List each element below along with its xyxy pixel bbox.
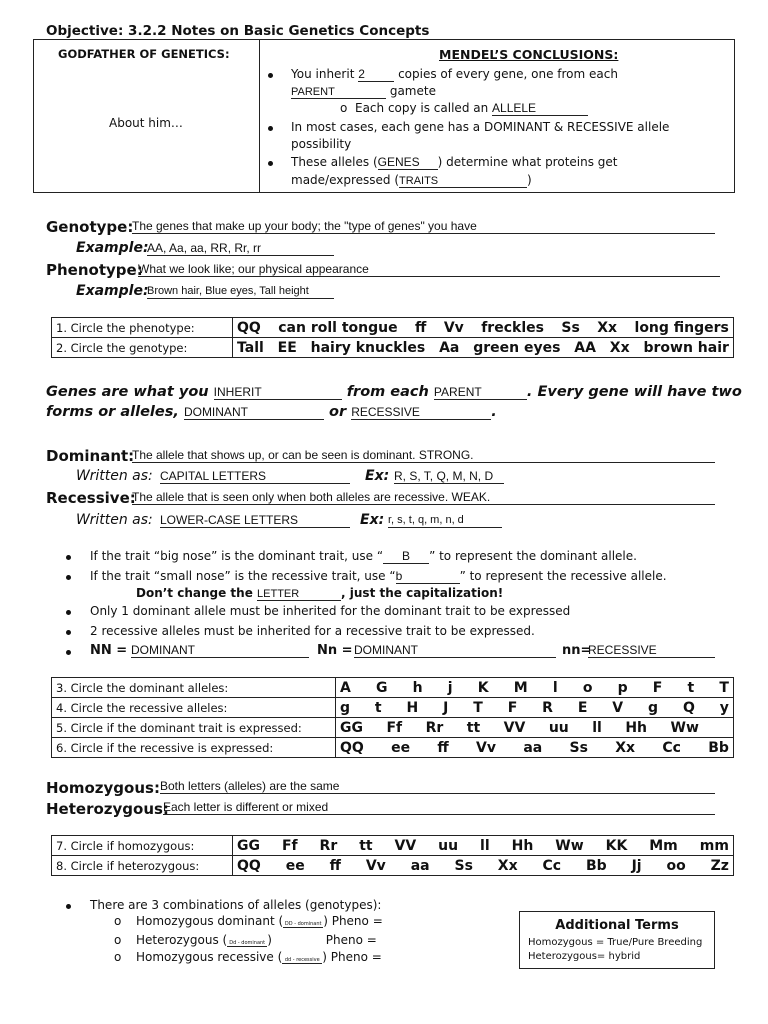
combinations-intro: There are 3 combinations of alleles (genotypes): [90, 898, 382, 912]
choice[interactable]: ee [285, 857, 305, 874]
choice[interactable]: Bb [585, 857, 607, 874]
choice[interactable]: AA [574, 339, 596, 356]
mendel-heading: MENDEL’S CONCLUSIONS: [439, 47, 619, 62]
recessive-written-label: Written as: [76, 512, 153, 528]
genotype-term: Genotype: [46, 218, 134, 236]
genes-sentence-line1: Genes are what you INHERIT from each PARENT . Every gene will have two [46, 384, 742, 400]
choice[interactable]: green eyes [473, 339, 561, 356]
choice[interactable]: E [577, 699, 588, 716]
choice[interactable]: Ff [386, 719, 403, 736]
choice[interactable]: VV [503, 719, 526, 736]
choice[interactable]: Xx [615, 739, 636, 756]
choice[interactable]: t [374, 699, 382, 716]
choice[interactable]: can roll tongue [278, 319, 398, 336]
choice[interactable]: R [542, 699, 553, 716]
choice[interactable]: y [719, 699, 729, 716]
heterozygous-term: Heterozygous: [46, 800, 169, 818]
genotype-definition: The genes that make up your body; the "type of genes" you have [132, 219, 715, 234]
choice[interactable]: tt [359, 837, 373, 854]
nn-recessive: RECESSIVE [588, 643, 715, 658]
choice[interactable]: QQ [340, 739, 364, 756]
choice[interactable]: ee [391, 739, 411, 756]
choice[interactable]: ff [437, 739, 449, 756]
answer-copies: 2 [358, 67, 394, 82]
choice[interactable]: K [477, 679, 489, 696]
combo-heterozygous: Heterozygous ( Dd - dominant ) Pheno = [136, 933, 377, 947]
choice[interactable]: Tall [237, 339, 264, 356]
homozygous-term: Homozygous: [46, 779, 160, 797]
answer-Dd: Dd - dominant [227, 940, 267, 947]
choice[interactable]: uu [548, 719, 569, 736]
q7-label: 7. Circle if homozygous: [52, 836, 233, 856]
choice[interactable]: Xx [597, 319, 618, 336]
bullet-one-dominant: Only 1 dominant allele must be inherited for the dominant trait to be expressed [90, 604, 571, 618]
choice[interactable]: Ss [454, 857, 473, 874]
answer-DD: DD - dominant [284, 921, 322, 927]
dominant-recessive-note: In most cases, each gene has a DOMINANT & RECESSIVE allele [291, 120, 670, 134]
combo-homozygous-recessive: Homozygous recessive ( dd - recessive ) Pheno = [136, 950, 382, 964]
answer-inherit: INHERIT [214, 385, 342, 400]
choice[interactable]: GG [237, 837, 260, 854]
answer-traits: TRAITS [399, 175, 527, 188]
recessive-written: LOWER-CASE LETTERS [160, 513, 350, 528]
choice[interactable]: F [652, 679, 663, 696]
choice[interactable]: QQ [237, 319, 261, 336]
q4-label: 4. Circle the recessive alleles: [52, 698, 336, 718]
q4-items [340, 700, 729, 716]
choice[interactable]: M [513, 679, 528, 696]
table-alleles [51, 677, 734, 758]
choice[interactable]: aa [410, 857, 430, 874]
dominant-term: Dominant: [46, 447, 135, 465]
q7-items [237, 838, 729, 854]
choice[interactable]: Q [682, 699, 695, 716]
choice[interactable]: EE [277, 339, 297, 356]
choice[interactable]: Vv [443, 319, 464, 336]
q1-items [237, 320, 729, 336]
recessive-ex: r, s, t, q, m, n, d [388, 513, 502, 528]
choice[interactable]: brown hair [643, 339, 729, 356]
choice[interactable]: T [473, 699, 483, 716]
choice[interactable]: Ww [670, 719, 699, 736]
choice[interactable]: l [552, 679, 558, 696]
choice[interactable]: Ff [281, 837, 298, 854]
answer-genes: GENES [378, 155, 438, 170]
phenotype-example-label: Example: [76, 283, 149, 299]
nn-dominant-label: NN = [90, 643, 128, 658]
q6-items [340, 740, 729, 756]
choice[interactable]: ff [329, 857, 341, 874]
choice[interactable]: Cc [542, 857, 562, 874]
choice[interactable]: ll [480, 837, 490, 854]
q8-items [237, 858, 729, 874]
dominant-ex: R, S, T, Q, M, N, D [394, 469, 504, 484]
choice[interactable]: Mm [649, 837, 678, 854]
choice[interactable]: GG [340, 719, 363, 736]
table-zygosity [51, 835, 734, 876]
choice[interactable]: A [340, 679, 351, 696]
genotype-example-label: Example: [76, 240, 149, 256]
choice[interactable]: Aa [439, 339, 460, 356]
about-him: About him… [109, 116, 183, 130]
choice[interactable]: aa [523, 739, 543, 756]
top-box: GODFATHER OF GENETICS: About him… MENDEL’S CONCLUSIONS: You inherit 2 copies of every gene, one from each PARENT gamete o Each copy is called an ALLELE In most cases, each gene has a DOMINANT & RECESSIVE allele possibility These alleles (GENES ) determine what proteins get made/expressed (TRAITS ) [33, 39, 735, 193]
choice[interactable]: j [447, 679, 453, 696]
q3-label: 3. Circle the dominant alleles: [52, 678, 336, 698]
choice[interactable]: V [612, 699, 624, 716]
q5-label: 5. Circle if the dominant trait is expressed: [52, 718, 336, 738]
dominant-written-label: Written as: [76, 468, 153, 484]
phenotype-term: Phenotype: [46, 261, 143, 279]
q5-items [340, 720, 729, 736]
answer-parent: PARENT [291, 86, 386, 99]
phenotype-example: Brown hair, Blue eyes, Tall height [147, 284, 334, 299]
bullet-two-recessive: 2 recessive alleles must be inherited for a recessive trait to be expressed. [90, 624, 535, 638]
choice[interactable]: Vv [365, 857, 386, 874]
additional-term-homozygous: Homozygous = True/Pure Breeding [528, 937, 703, 948]
nn-recessive-label: nn= [562, 643, 592, 658]
godfather-heading: GODFATHER OF GENETICS: [58, 47, 230, 61]
bullet-big-nose: If the trait “big nose” is the dominant trait, use “ B ” to represent the dominant allele. [90, 549, 637, 563]
answer-parent-2: PARENT [434, 385, 527, 400]
nn-dominant: DOMINANT [131, 643, 309, 658]
choice[interactable]: Bb [708, 739, 729, 756]
table-phenotype-genotype [51, 317, 734, 358]
choice[interactable]: Rr [425, 719, 444, 736]
choice[interactable]: Zz [710, 857, 729, 874]
answer-recessive: RECESSIVE [351, 405, 491, 420]
choice[interactable]: h [412, 679, 423, 696]
choice[interactable]: Cc [662, 739, 681, 756]
choice[interactable]: Xx [497, 857, 518, 874]
genotype-example: AA, Aa, aa, RR, Rr, rr [147, 241, 334, 256]
choice[interactable]: freckles [481, 319, 544, 336]
choice[interactable]: o [582, 679, 593, 696]
recessive-definition: The allele that is seen only when both alleles are recessive. WEAK. [132, 490, 715, 505]
additional-terms-title: Additional Terms [555, 918, 679, 933]
choice[interactable]: Hh [511, 837, 534, 854]
additional-terms-box [519, 911, 715, 969]
dominant-written: CAPITAL LETTERS [160, 469, 350, 484]
recessive-term: Recessive: [46, 489, 136, 507]
recessive-ex-label: Ex: [360, 512, 385, 528]
choice[interactable]: Xx [609, 339, 630, 356]
choice[interactable]: Rr [319, 837, 338, 854]
q2-items [237, 340, 729, 356]
answer-dominant: DOMINANT [184, 405, 324, 420]
choice[interactable]: Jj [631, 857, 642, 874]
phenotype-definition: What we look like; our physical appearance [138, 262, 720, 277]
bullet-small-nose: If the trait “small nose” is the recessive trait, use “b ” to represent the recessive allele. [90, 569, 667, 583]
choice[interactable]: hairy knuckles [310, 339, 426, 356]
choice[interactable]: long fingers [634, 319, 729, 336]
choice[interactable]: Hh [625, 719, 648, 736]
answer-B: B [383, 549, 429, 564]
capitalization-note: Don’t change the LETTER , just the capitalization! [136, 586, 504, 600]
homozygous-definition: Both letters (alleles) are the same [160, 779, 715, 794]
choice[interactable]: KK [605, 837, 628, 854]
choice[interactable]: Ww [555, 837, 584, 854]
q8-label: 8. Circle if heterozygous: [52, 856, 233, 876]
q6-label: 6. Circle if the recessive is expressed: [52, 738, 336, 758]
choice[interactable]: Ss [569, 739, 588, 756]
choice[interactable]: VV [394, 837, 417, 854]
choice[interactable]: tt [466, 719, 481, 736]
dominant-ex-label: Ex: [365, 468, 390, 484]
choice[interactable]: g [340, 699, 351, 716]
choice[interactable]: oo [666, 857, 686, 874]
page-title: Objective: 3.2.2 Notes on Basic Genetics Concepts [46, 23, 430, 39]
answer-dd: dd - recessive [282, 957, 322, 964]
choice[interactable]: J [443, 699, 449, 716]
Nn-dominant: DOMINANT [354, 643, 556, 658]
answer-b: b [396, 569, 460, 584]
q3-items [340, 680, 729, 696]
combo-homozygous-dominant: Homozygous dominant ( DD - dominant ) Pheno = [136, 914, 383, 928]
choice[interactable]: ff [415, 319, 427, 336]
q2-label: 2. Circle the genotype: [52, 338, 233, 358]
heterozygous-definition: Each letter is different or mixed [163, 800, 715, 815]
answer-letter: LETTER [257, 588, 341, 601]
dominant-definition: The allele that shows up, or can be seen is dominant. STRONG. [132, 448, 715, 463]
choice[interactable]: t [687, 679, 695, 696]
choice[interactable]: Vv [476, 739, 497, 756]
choice[interactable]: F [507, 699, 518, 716]
choice[interactable]: mm [699, 837, 729, 854]
choice[interactable]: p [617, 679, 628, 696]
choice[interactable]: QQ [237, 857, 261, 874]
choice[interactable]: T [719, 679, 729, 696]
additional-term-heterozygous: Heterozygous= hybrid [528, 951, 641, 962]
choice[interactable]: H [406, 699, 419, 716]
Nn-label: Nn = [317, 643, 353, 658]
genes-sentence-line2: forms or alleles, DOMINANT or RECESSIVE . [46, 404, 497, 420]
choice[interactable]: ll [592, 719, 602, 736]
choice[interactable]: Ss [561, 319, 580, 336]
choice[interactable]: uu [438, 837, 459, 854]
choice[interactable]: G [376, 679, 388, 696]
q1-label: 1. Circle the phenotype: [52, 318, 233, 338]
choice[interactable]: g [648, 699, 659, 716]
answer-allele: ALLELE [492, 101, 588, 116]
